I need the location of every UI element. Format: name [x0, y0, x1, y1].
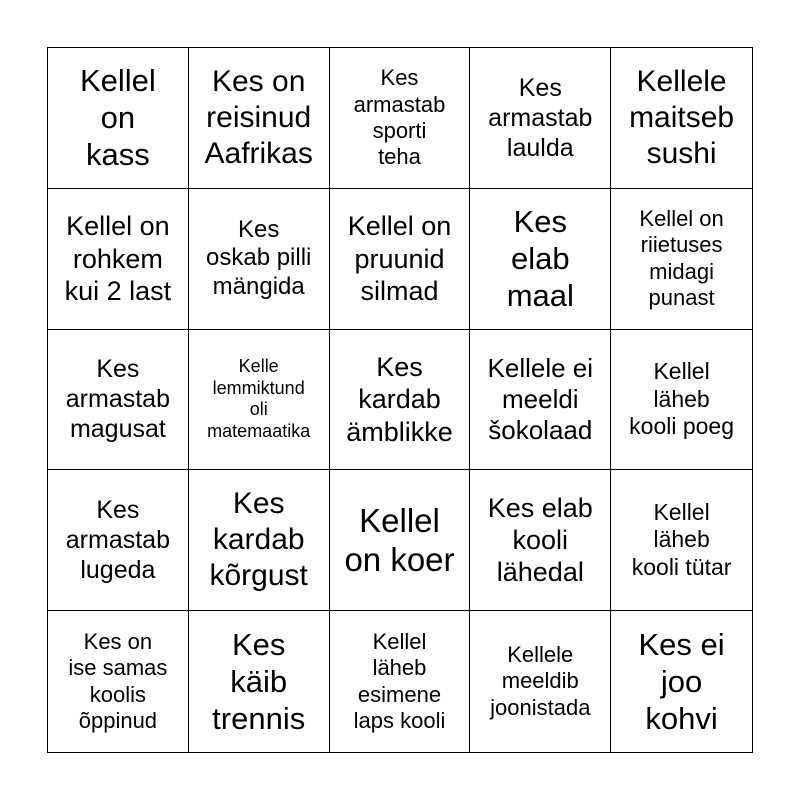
bingo-cell-text — [65, 210, 172, 307]
bingo-cell[interactable] — [470, 330, 611, 471]
bingo-cell[interactable] — [611, 189, 752, 330]
bingo-cell-line: Kellel — [653, 358, 710, 385]
bingo-cell-line: oskab pilli — [206, 244, 312, 272]
bingo-cell-line: meeldi — [501, 383, 579, 414]
bingo-cell[interactable] — [330, 470, 471, 611]
bingo-cell-line: maitseb — [629, 100, 735, 134]
bingo-cell-text — [66, 354, 170, 444]
bingo-cell-line: Kellele — [507, 642, 574, 667]
bingo-cell[interactable] — [189, 470, 330, 611]
bingo-cell-text — [344, 501, 454, 580]
bingo-cell-line: läheb — [372, 655, 427, 681]
bingo-cell-line: teha — [378, 144, 421, 170]
bingo-cell[interactable] — [611, 470, 752, 611]
bingo-cell-line: õppinud — [78, 707, 158, 733]
bingo-cell-text — [488, 73, 592, 163]
bingo-cell-line: midagi — [649, 258, 714, 284]
bingo-cell-line: armastab — [488, 103, 593, 132]
bingo-cell-line: laulda — [506, 133, 574, 162]
bingo-cell-line: mängida — [212, 273, 305, 301]
bingo-cell-line: riietuses — [640, 232, 723, 258]
bingo-cell-text — [66, 495, 170, 585]
bingo-cell-line: esimene — [357, 681, 442, 707]
bingo-cell-line: armastab — [65, 385, 170, 414]
bingo-cell-line: kohvi — [645, 701, 718, 737]
bingo-cell-line: läheb — [653, 385, 710, 412]
bingo-cell-text — [629, 358, 734, 441]
bingo-cell-line: punast — [648, 285, 715, 311]
bingo-cell-line: sushi — [646, 136, 717, 170]
bingo-cell-line: joonistada — [490, 694, 591, 720]
bingo-cell-line: käib — [230, 664, 288, 699]
bingo-cell-text — [206, 216, 311, 302]
bingo-cell-line: Kellel — [372, 628, 427, 654]
bingo-cell-text — [639, 626, 725, 738]
bingo-cell-text — [346, 351, 453, 448]
bingo-cell-line: lähedal — [496, 557, 584, 588]
bingo-cell[interactable] — [189, 611, 330, 752]
bingo-cell[interactable] — [330, 48, 471, 189]
bingo-cell[interactable] — [470, 611, 611, 752]
bingo-cell-line: lugeda — [80, 556, 156, 585]
bingo-cell-line: läheb — [653, 526, 710, 553]
bingo-cell[interactable] — [48, 48, 189, 189]
bingo-cell-line: lemmiktund — [212, 377, 305, 398]
bingo-cell-text — [207, 356, 310, 442]
bingo-cell-line: elab — [510, 241, 570, 277]
bingo-cell[interactable] — [48, 330, 189, 471]
bingo-cell-line: Kes — [96, 496, 140, 525]
bingo-cell-line: Kes — [513, 203, 567, 239]
bingo-cell-text — [488, 353, 594, 447]
bingo-cell-line: pruunid — [354, 243, 445, 274]
bingo-cell[interactable] — [470, 48, 611, 189]
bingo-cell-line: šokolaad — [488, 415, 593, 446]
bingo-cell-line: Kes elab — [487, 492, 593, 523]
bingo-cell-text — [210, 486, 308, 594]
bingo-cell-line: Kes on — [211, 64, 306, 98]
bingo-cell-line: Kelle — [238, 356, 279, 377]
bingo-cell-line: reisinud — [206, 100, 312, 134]
bingo-cell-line: kooli — [512, 525, 569, 556]
bingo-cell[interactable] — [611, 330, 752, 471]
bingo-cell-line: rohkem — [72, 243, 163, 274]
bingo-cell-line: Kellele — [636, 64, 727, 98]
bingo-cell-line: Kellel on — [66, 211, 170, 242]
bingo-cell-line: Kellel — [79, 63, 156, 99]
bingo-cell-line: kardab — [358, 384, 441, 415]
bingo-cell-line: meeldib — [501, 668, 579, 694]
bingo-cell-line: silmad — [360, 275, 439, 306]
bingo-cell[interactable] — [48, 611, 189, 752]
bingo-cell-text — [632, 499, 732, 582]
bingo-cell[interactable] — [330, 330, 471, 471]
bingo-cell-line: Kes — [376, 351, 423, 382]
bingo-cell-text — [212, 626, 305, 738]
bingo-cell-line: ise samas — [68, 655, 168, 681]
bingo-cell-line: Kellel on — [639, 205, 724, 231]
bingo-cell-line: kass — [86, 137, 150, 173]
bingo-cell-line: Kes — [231, 626, 286, 662]
bingo-cell-line: Kellele ei — [487, 352, 594, 383]
bingo-cell-line: Aafrikas — [204, 136, 313, 170]
bingo-cell-text — [354, 65, 446, 171]
bingo-cell[interactable] — [330, 189, 471, 330]
bingo-cell-line: Kellel — [359, 501, 440, 539]
bingo-cell-line: Kes on — [83, 628, 153, 654]
bingo-cell-line: ämblikke — [346, 416, 453, 447]
bingo-cell[interactable] — [611, 611, 752, 752]
bingo-cell-line: Kes — [238, 215, 280, 243]
bingo-cell-line: kõrgust — [209, 559, 308, 593]
bingo-cell-line: kooli poeg — [629, 413, 735, 440]
bingo-cell-line: joo — [660, 664, 703, 699]
bingo-cell-line: Kes — [232, 487, 285, 521]
bingo-board — [47, 47, 753, 753]
bingo-cell-text — [488, 492, 593, 589]
bingo-cell-line: on — [100, 100, 136, 136]
bingo-cell[interactable] — [470, 189, 611, 330]
bingo-cell-text — [629, 64, 734, 172]
bingo-cell-text — [348, 210, 452, 307]
bingo-cell-line: armastab — [353, 91, 446, 117]
bingo-cell-line: magusat — [69, 415, 166, 444]
bingo-cell-line: Kes — [380, 65, 419, 91]
bingo-cell-text — [68, 629, 167, 735]
bingo-cell-line: kui 2 last — [64, 275, 172, 306]
bingo-cell-text — [205, 64, 313, 172]
bingo-cell-line: Kellel — [653, 498, 710, 525]
bingo-cell-line: maal — [506, 278, 574, 314]
bingo-cell-line: trennis — [212, 701, 306, 737]
bingo-cell-line: Kes — [518, 73, 562, 102]
bingo-cell-line: Kes ei — [638, 626, 725, 662]
bingo-cell[interactable] — [48, 189, 189, 330]
bingo-cell[interactable] — [189, 48, 330, 189]
bingo-cell-line: koolis — [89, 681, 147, 707]
bingo-cell[interactable] — [611, 48, 752, 189]
bingo-cell-line: on koer — [344, 541, 455, 579]
bingo-cell[interactable] — [48, 470, 189, 611]
bingo-cell[interactable] — [189, 189, 330, 330]
bingo-cell-text — [354, 629, 446, 735]
bingo-cell-line: kooli tütar — [631, 554, 732, 581]
bingo-cell-line: oli — [249, 399, 268, 420]
bingo-cell-text — [490, 642, 590, 721]
bingo-cell[interactable] — [470, 470, 611, 611]
bingo-cell-line: sporti — [372, 117, 427, 143]
bingo-cell-line: Kes — [96, 355, 140, 384]
bingo-cell[interactable] — [330, 611, 471, 752]
bingo-cell-line: matemaatika — [207, 421, 311, 442]
bingo-cell-line: kardab — [212, 523, 305, 557]
bingo-cell-line: armastab — [65, 526, 170, 555]
bingo-cell[interactable] — [189, 330, 330, 471]
bingo-cell-text — [80, 62, 156, 174]
bingo-cell-line: laps kooli — [353, 707, 446, 733]
bingo-cell-line: Kellel on — [347, 211, 452, 242]
bingo-cell-text — [507, 203, 574, 315]
bingo-cell-text — [639, 206, 723, 312]
